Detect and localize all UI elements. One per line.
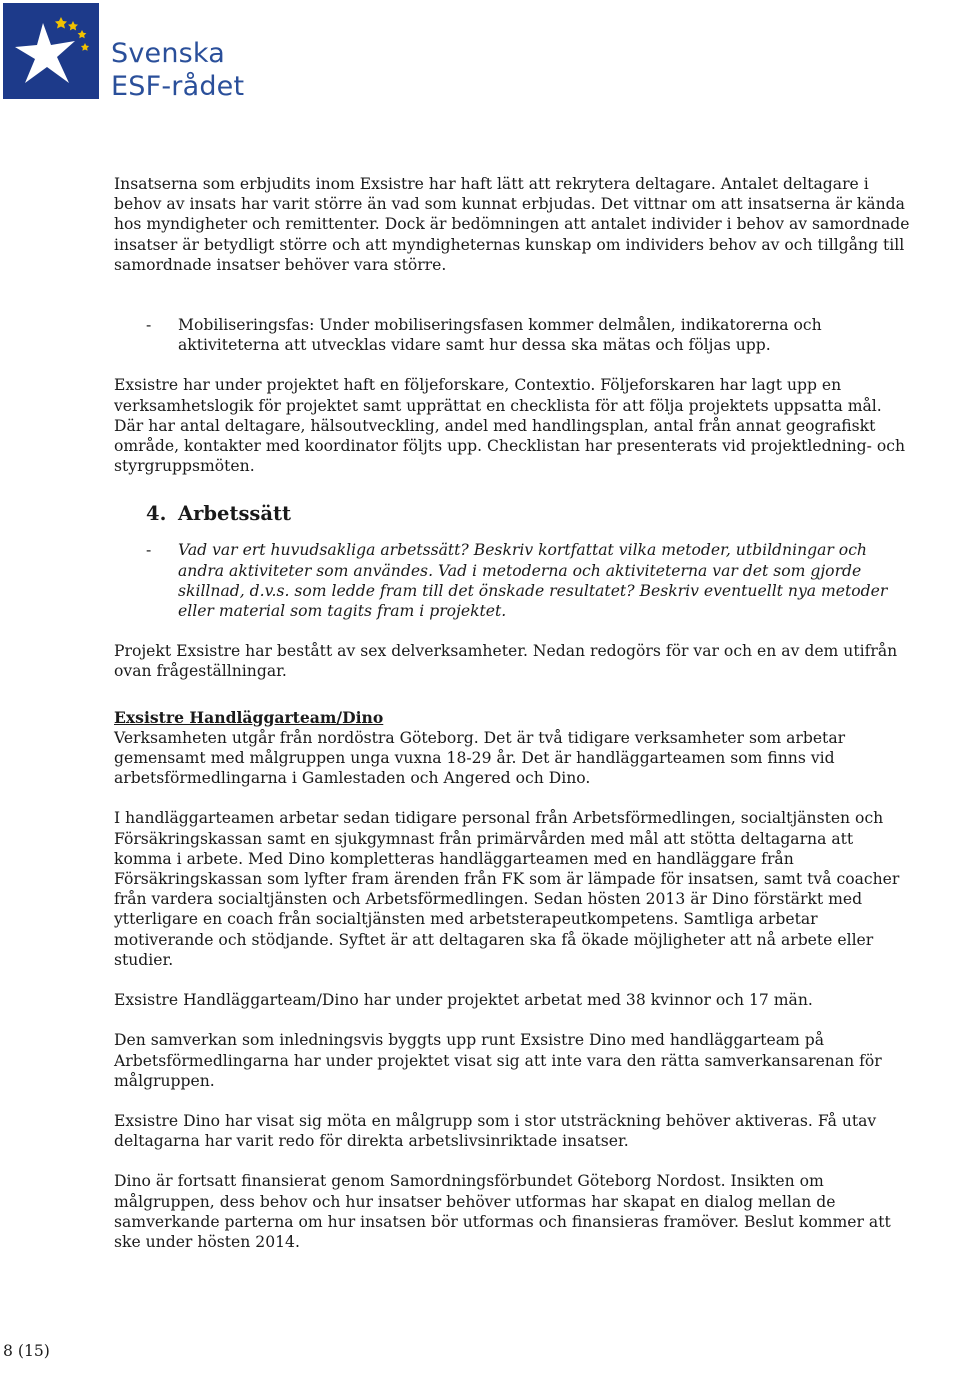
section-heading xyxy=(146,502,914,526)
logo-wordmark xyxy=(111,3,245,102)
paragraph-folgeforskare: Exsistre har under projektet haft en följeforskare, Contextio. Följeforskaren har lagt upp en verksamhetslogik för projektet samt upprättat en checklista för att följa projektets uppsatta mål. Där har antal deltagare, hälsoutveckling, andel med handlingsplan, antal från annat geografiskt område, kontakter med koordinator följts upp. Checklistan har presenterats vid projektledning- och styrgruppsmöten. xyxy=(114,376,906,476)
logo-line-2: ESF-rådet xyxy=(111,71,245,102)
logo-mark xyxy=(3,3,99,99)
bullet-mobilisering xyxy=(114,315,914,355)
paragraph-dino-6: Dino är fortsatt finansierat genom Samordningsförbundet Göteborg Nordost. Insikten om målgruppen, dess behov och hur insatser behöver utformas har skapat en dialog mellan de samverkande parterna om hur insatsen bör utformas och finansieras framöver. Beslut kommer att ske under hösten 2014. xyxy=(114,1172,891,1251)
section-number: 4. xyxy=(146,502,167,526)
question-text: Vad var ert huvudsakliga arbetssätt? Beskriv kortfattat vilka metoder, utbildningar och andra aktiviteter som användes. Vad i metoderna och aktiviteterna var det som gjorde skillnad, d.v.s. som ledde fram till det önskade resultatet? Beskriv eventuellt nya metoder eller material som tagits fram i projektet. xyxy=(178,541,888,621)
subheading-dino: Exsistre Handläggarteam/Dino xyxy=(114,707,384,727)
logo-line-1: Svenska xyxy=(111,38,226,69)
paragraph-dino-4: Den samverkan som inledningsvis byggts upp runt Exsistre Dino med handläggarteam på Arbetsförmedlingarna har under projektet visat sig att inte vara den rätta samverkansarenan för målgruppen. xyxy=(114,1031,882,1090)
section-title: Arbetssätt xyxy=(178,502,292,526)
bullet-text: Mobiliseringsfas: Under mobiliseringsfasen kommer delmålen, indikatorerna och aktiviteterna att utvecklas vidare samt hur dessa ska mätas och följas upp. xyxy=(178,316,822,355)
paragraph-dino-5: Exsistre Dino har visat sig möta en målgrupp som i stor utsträckning behöver aktiveras. Få utav deltagarna har varit redo för direkta arbetslivsinriktade insatser. xyxy=(114,1111,877,1151)
paragraph-dino-3: Exsistre Handläggarteam/Dino har under projektet arbetat med 38 kvinnor och 17 män. xyxy=(114,991,813,1010)
document-body xyxy=(114,174,914,1272)
page-number: 8 (15) xyxy=(3,1342,50,1360)
dino-block-1 xyxy=(114,708,914,789)
bullet-dash: - xyxy=(146,541,152,560)
paragraph-recruitment: Insatserna som erbjudits inom Exsistre har haft lätt att rekrytera deltagare. Antalet deltagare i behov av insats har varit större än vad som kunnat erbjudas. Det vittnar om att insatserna är kända hos myndigheter och remittenter. Dock är bedömningen att antalet individer i behov av samordnade insatser är betydligt större och att myndigheternas kunskap om individers behov av och tillgång till samordnade insatser behöver vara större. xyxy=(114,175,910,274)
section-question xyxy=(114,540,914,621)
paragraph-dino-1: Verksamheten utgår från nordöstra Göteborg. Det är två tidigare verksamheter som arbetar gemensamt med målgruppen unga vuxna 18-29 år. Det är handläggarteamen som finns vid arbetsförmedlingarna i Gamlestaden och Angered och Dino. xyxy=(114,728,846,788)
esf-logo xyxy=(3,3,245,102)
paragraph-intro: Projekt Exsistre har bestått av sex delverksamheter. Nedan redogörs för var och en av dem utifrån ovan frågeställningar. xyxy=(114,642,898,681)
paragraph-dino-2: I handläggarteamen arbetar sedan tidigare personal från Arbetsförmedlingen, socialtjänsten och Försäkringskassan samt en sjukgymnast från primärvården med mål att stötta deltagarna att komma i arbete. Med Dino kompletteras handläggarteamen med en handläggare från Försäkringskassan som lyfter fram ärenden från FK som är lämpade för insatsen, samt två coacher från vardera socialtjänsten och Arbetsförmedlingen. Sedan hösten 2013 är Dino förstärkt med ytterligare en coach från socialtjänsten med arbetsterapeutkompetens. Samtliga arbetar motiverande och stödjande. Syftet är att deltagaren ska få ökade möjligheter att nå arbete eller studier. xyxy=(114,809,900,969)
bullet-dash: - xyxy=(146,316,152,335)
star-logo-icon xyxy=(3,3,99,99)
